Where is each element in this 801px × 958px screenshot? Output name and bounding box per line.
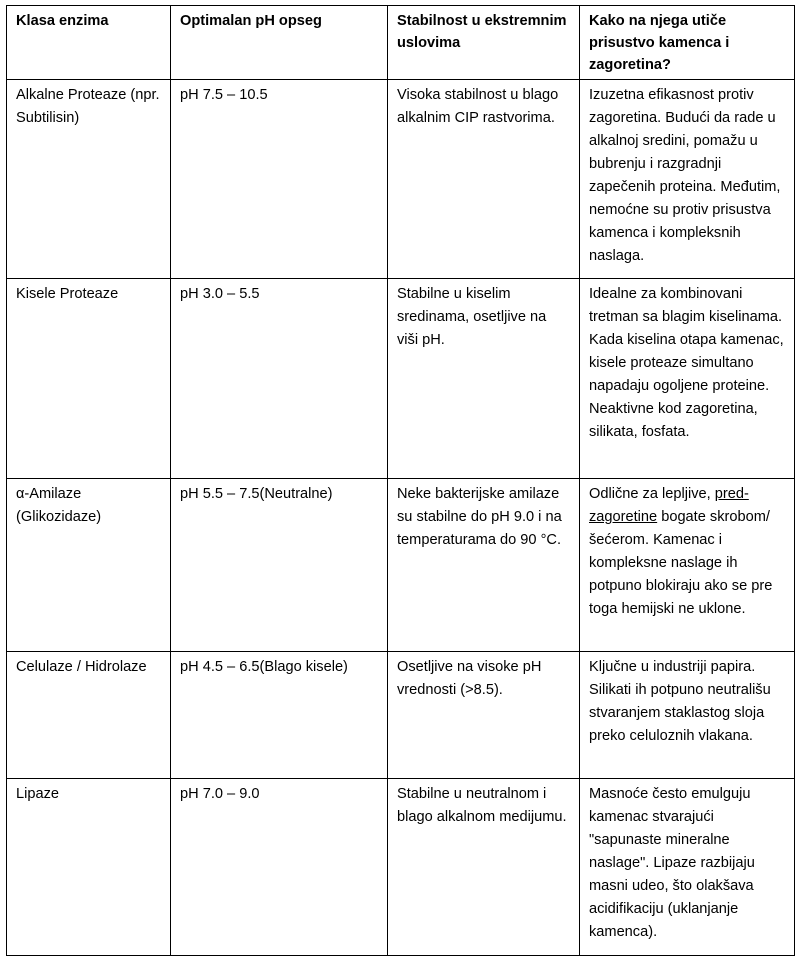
cell-scale-effect: Ključne u industriji papira. Silikati ih potpuno neutrališu stvaranjem staklastog sloja preko celuloznih vlakana. <box>580 652 795 779</box>
cell-enzyme-class: Lipaze <box>7 779 171 956</box>
table-header-row <box>7 6 795 80</box>
cell-scale-effect: Idealne za kombinovani tretman sa blagim kiselinama. Kada kiselina otapa kamenac, kisele proteaze simultano napadaju ogoljene proteine. Neaktivne kod zagoretina, silikata, fosfata. <box>580 279 795 479</box>
cell-enzyme-class: α-Amilaze (Glikozidaze) <box>7 479 171 652</box>
table-row <box>7 779 795 956</box>
cell-ph-range: pH 7.0 – 9.0 <box>171 779 388 956</box>
underlined-term: pred-zagoretine <box>589 486 749 525</box>
enzyme-comparison-table <box>6 5 795 956</box>
effect-text-before: Odlične za lepljive, <box>589 486 715 502</box>
cell-ph-range: pH 7.5 – 10.5 <box>171 80 388 279</box>
table-row <box>7 279 795 479</box>
effect-text-after: bogate skrobom/šećerom. Kamenac i kompleksne naslage ih potpuno blokiraju ako se pre toga hemijski ne uklone. <box>589 509 773 617</box>
header-scale-effect: Kako na njega utiče prisustvo kamenca i zagoretina? <box>580 6 795 80</box>
cell-stability: Osetljive na visoke pH vrednosti (>8.5). <box>388 652 580 779</box>
header-stability: Stabilnost u ekstremnim uslovima <box>388 6 580 80</box>
cell-ph-range: pH 4.5 – 6.5(Blago kisele) <box>171 652 388 779</box>
table-row <box>7 80 795 279</box>
cell-enzyme-class: Alkalne Proteaze (npr. Subtilisin) <box>7 80 171 279</box>
table-row <box>7 479 795 652</box>
cell-stability: Stabilne u kiselim sredinama, osetljive na viši pH. <box>388 279 580 479</box>
header-ph-range: Optimalan pH opseg <box>171 6 388 80</box>
cell-enzyme-class: Celulaze / Hidrolaze <box>7 652 171 779</box>
header-enzyme-class: Klasa enzima <box>7 6 171 80</box>
table-row <box>7 652 795 779</box>
cell-scale-effect <box>580 479 795 652</box>
cell-stability: Neke bakterijske amilaze su stabilne do pH 9.0 i na temperaturama do 90 °C. <box>388 479 580 652</box>
cell-enzyme-class: Kisele Proteaze <box>7 279 171 479</box>
cell-ph-range: pH 3.0 – 5.5 <box>171 279 388 479</box>
cell-ph-range: pH 5.5 – 7.5(Neutralne) <box>171 479 388 652</box>
cell-scale-effect: Izuzetna efikasnost protiv zagoretina. Budući da rade u alkalnoj sredini, pomažu u bubrenju i razgradnji zapečenih proteina. Međutim, nemoćne su protiv prisustva kamenca i kompleksnih naslaga. <box>580 80 795 279</box>
cell-scale-effect: Masnoće često emulguju kamenac stvarajući "sapunaste mineralne naslage". Lipaze razbijaju masni udeo, što olakšava acidifikaciju (uklanjanje kamenca). <box>580 779 795 956</box>
cell-stability: Stabilne u neutralnom i blago alkalnom medijumu. <box>388 779 580 956</box>
cell-stability: Visoka stabilnost u blago alkalnim CIP rastvorima. <box>388 80 580 279</box>
